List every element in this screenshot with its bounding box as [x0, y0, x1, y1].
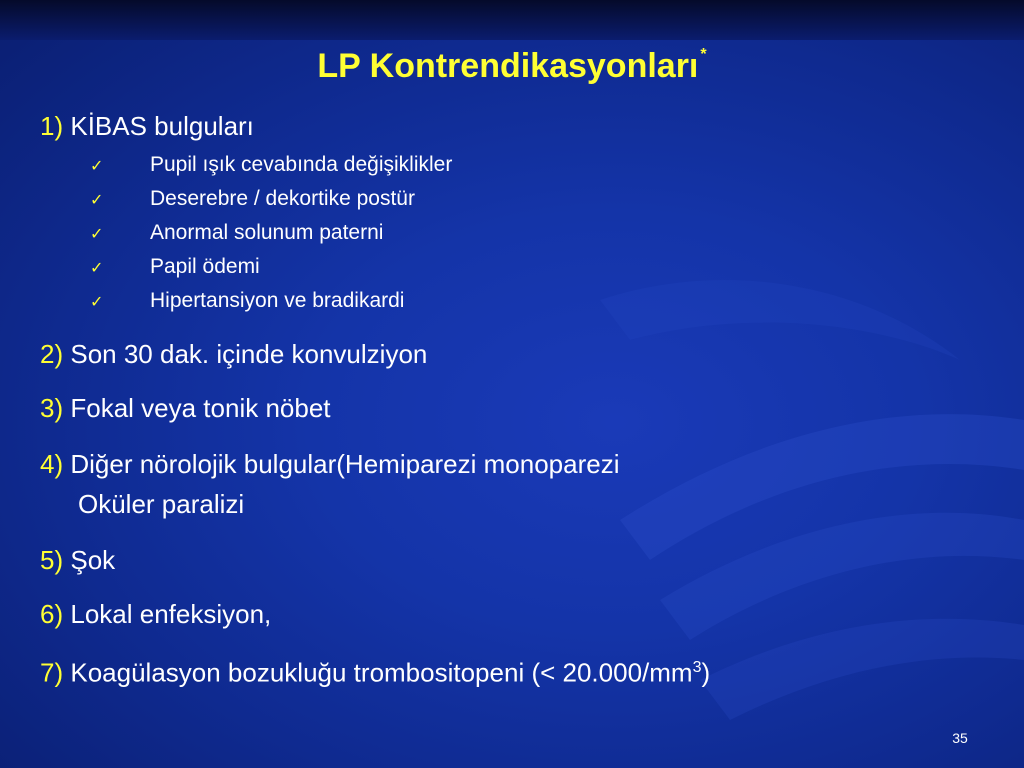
- sub-item-text: Pupil ışık cevabında değişiklikler: [150, 153, 453, 176]
- sub-item-text: Hipertansiyon ve bradikardi: [150, 289, 405, 312]
- check-icon: ✓: [90, 156, 104, 175]
- check-icon: ✓: [90, 258, 104, 277]
- list-item-4: [40, 448, 620, 480]
- item-text: Diğer nörolojik bulgular(Hemiparezi monoparezi: [70, 449, 620, 479]
- item-text: Oküler paralizi: [78, 489, 245, 519]
- list-item-5: [40, 544, 115, 576]
- sub-item-text: Papil ödemi: [150, 255, 260, 278]
- sub-item-text: Anormal solunum paterni: [150, 221, 384, 244]
- item-number: 1): [40, 111, 64, 141]
- item-superscript: 3: [692, 659, 702, 676]
- item-text: Koagülasyon bozukluğu trombositopeni (< 20.000/mm: [70, 657, 693, 688]
- page-number: 35: [952, 730, 968, 746]
- item-number: 5): [40, 545, 64, 575]
- sub-item: [90, 253, 260, 282]
- item-number: 7): [40, 657, 64, 688]
- item-number: 2): [40, 339, 64, 369]
- item-text: Lokal enfeksiyon,: [70, 599, 272, 629]
- item-suffix: ): [701, 657, 711, 688]
- item-number: 4): [40, 449, 64, 479]
- list-item-3: [40, 392, 331, 424]
- list-item-2: [40, 338, 427, 370]
- sub-item: [90, 185, 415, 214]
- item-number: 6): [40, 599, 64, 629]
- list-item-6: [40, 598, 271, 630]
- check-icon: ✓: [90, 190, 104, 209]
- item-text: Son 30 dak. içinde konvulziyon: [70, 339, 428, 369]
- list-item-7: [40, 652, 710, 689]
- item-text: Şok: [70, 545, 116, 575]
- sub-item: [90, 219, 383, 248]
- slide-title: LP Kontrendikasyonları *: [317, 46, 707, 85]
- sub-item: [90, 151, 452, 180]
- check-icon: ✓: [90, 224, 104, 243]
- item-text: Fokal veya tonik nöbet: [70, 393, 331, 423]
- sub-item: [90, 287, 404, 316]
- sub-item-text: Deserebre / dekortike postür: [150, 187, 415, 210]
- list-item-4-continuation: [78, 488, 244, 520]
- title-footnote-mark: *: [700, 46, 707, 63]
- item-number: 3): [40, 393, 64, 423]
- check-icon: ✓: [90, 292, 104, 311]
- item-text: KİBAS bulguları: [70, 111, 254, 141]
- list-item-1: [40, 110, 254, 142]
